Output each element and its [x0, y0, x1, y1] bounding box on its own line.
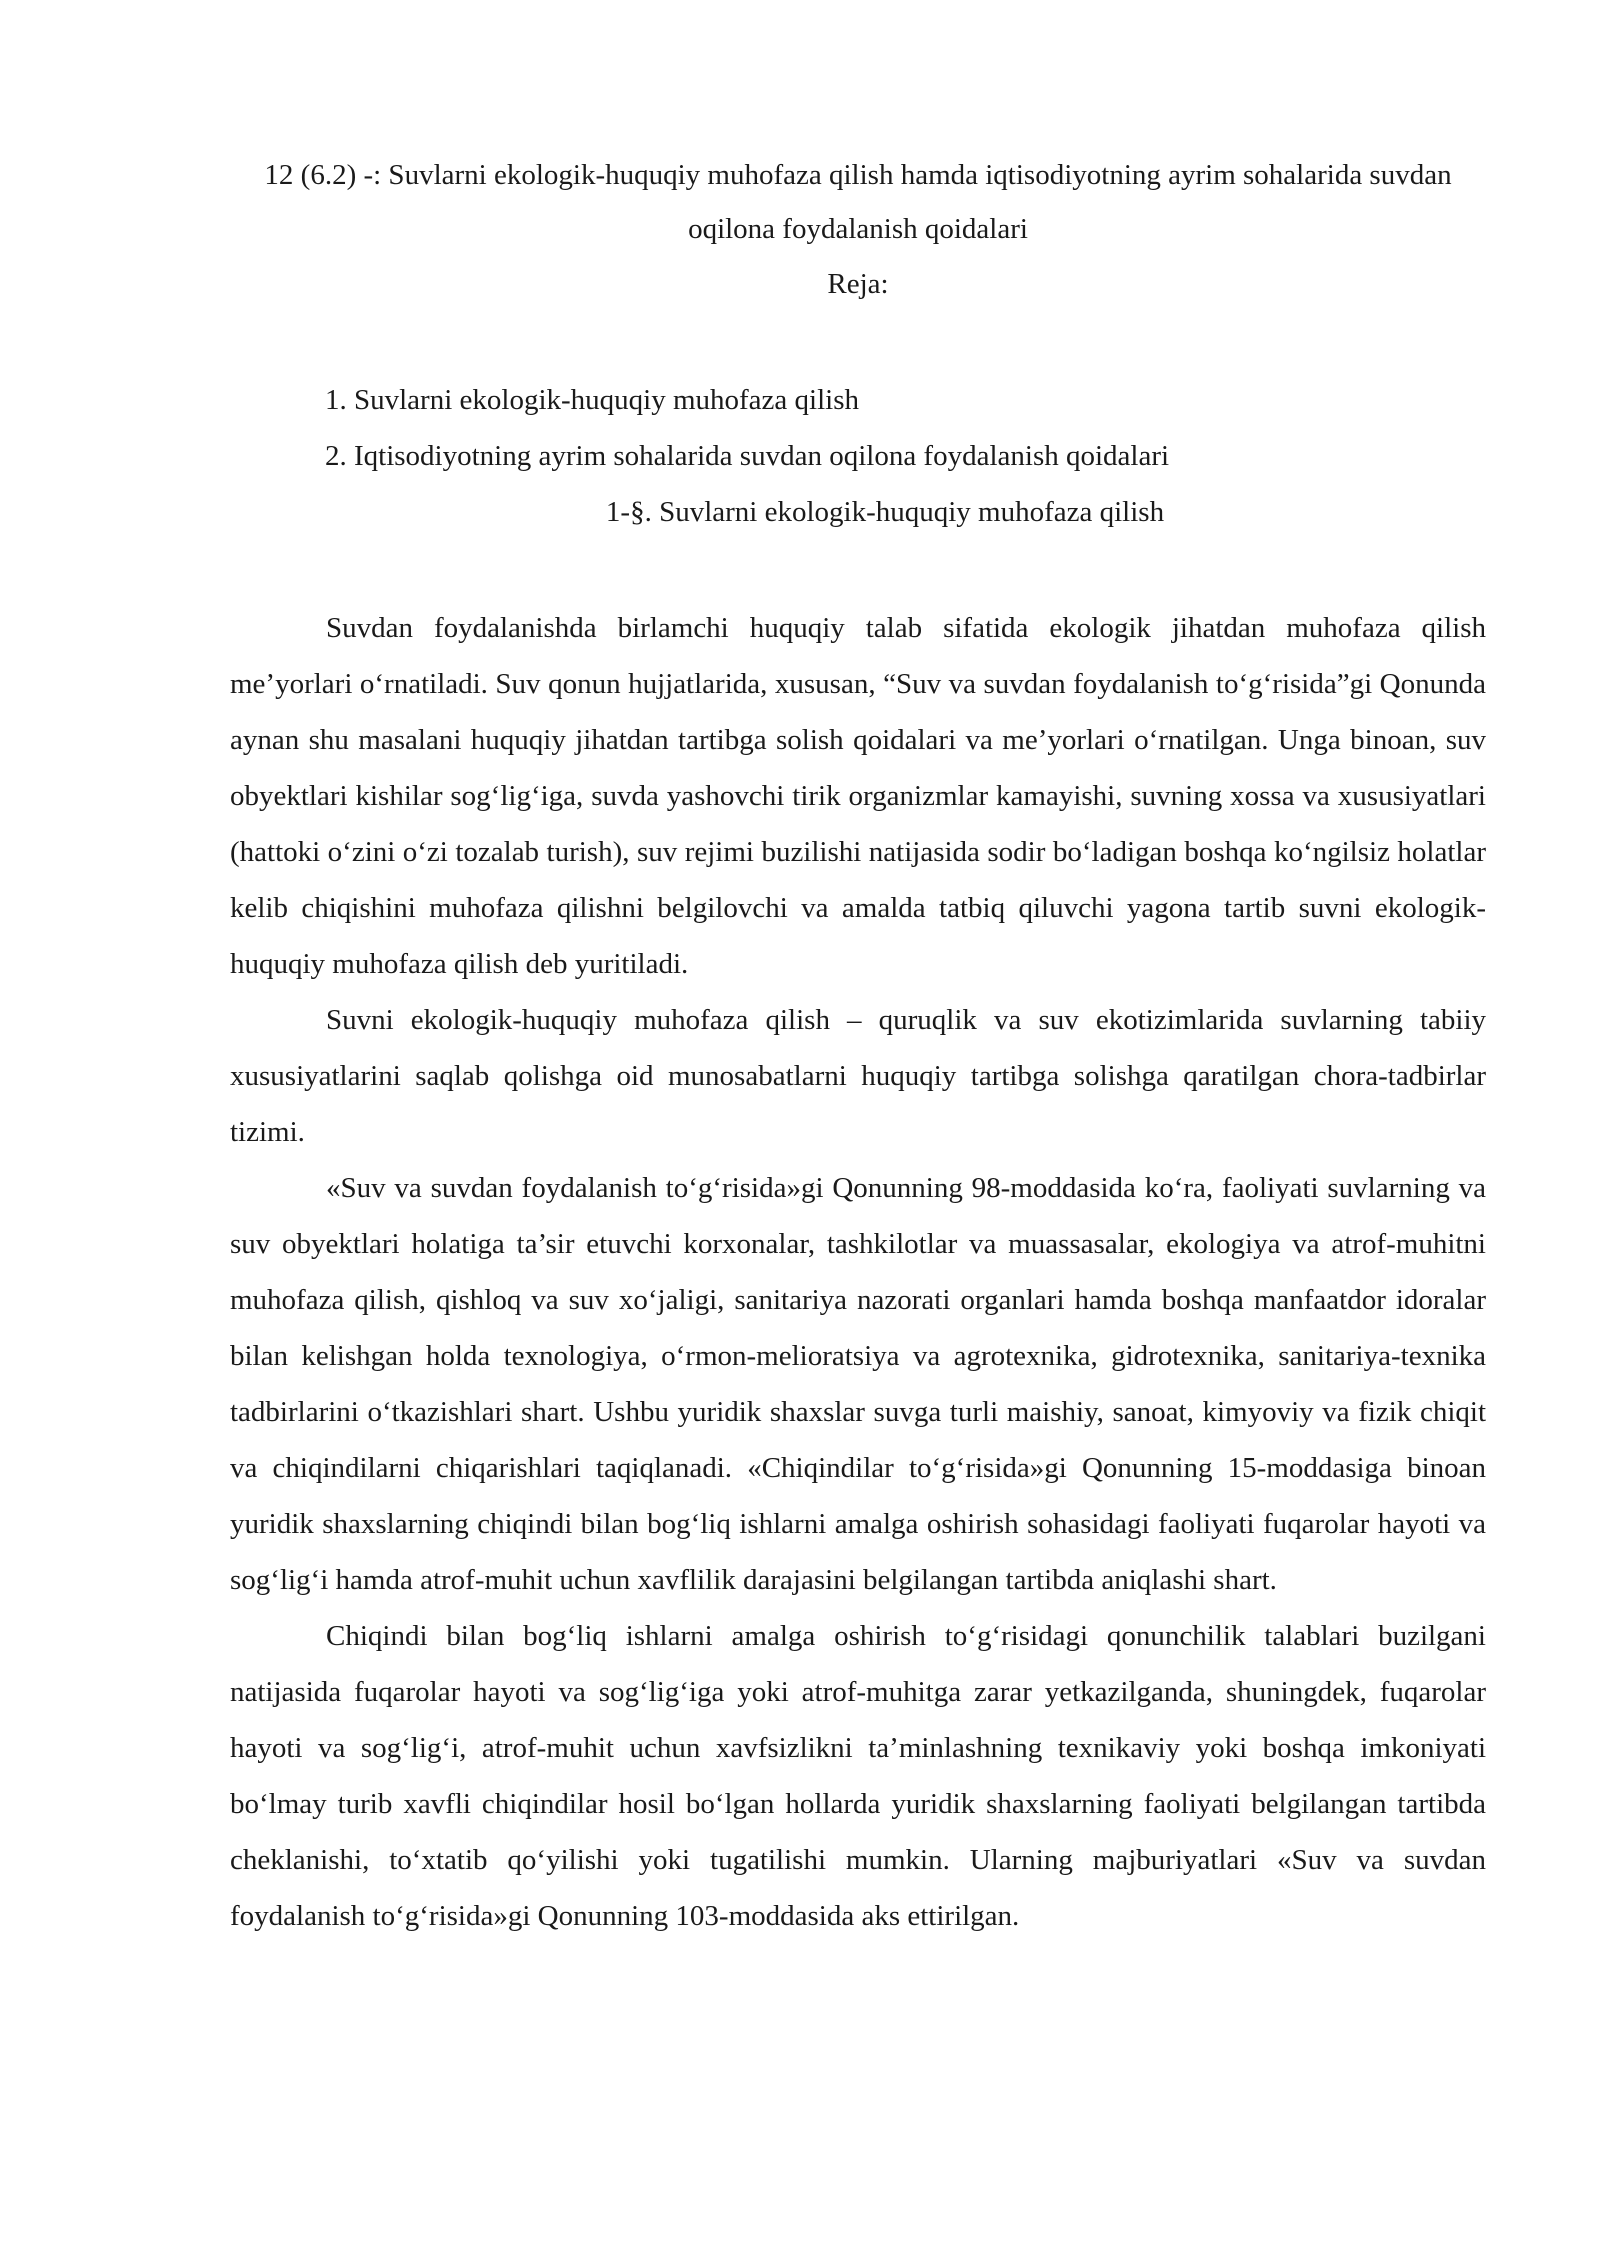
body-paragraph: «Suv va suvdan foydalanish to‘g‘risida»gi Qonunning 98-moddasida ko‘ra, faoliyati suvlarning va suv obyektlari holatiga ta’sir etuvchi korxonalar, tashkilotlar va muassasalar, ekologiya va atrof-muhitni muhofaza qilish, qishloq va suv xo‘jaligi, sanitariya nazorati organlari hamda boshqa manfaatdor idoralar bilan kelishgan holda texnologiya, o‘rmon-melioratsiya va agrotexnika, gidrotexnika, sanitariya-texnika tadbirlarini o‘tkazishlari shart. Ushbu yuridik shaxslar suvga turli maishiy, sanoat, kimyoviy va fizik chiqit va chiqindilarni chiqarishlari taqiqlanadi. «Chiqindilar to‘g‘risida»gi Qonunning 15-moddasiga binoan yuridik shaxslarning chiqindi bilan bog‘liq ishlarni amalga oshirish sohasidagi faoliyati fuqarolar hayoti va sog‘lig‘i hamda atrof-muhit uchun xavflilik darajasini belgilangan tartibda aniqlashi shart.: [230, 1172, 1486, 1596]
plan-list: [230, 372, 1486, 484]
plan-item: 2. Iqtisodiyotning ayrim sohalarida suvdan oqilona foydalanish qoidalari: [325, 440, 1170, 472]
document-title: 12 (6.2) -: Suvlarni ekologik-huquqiy muhofaza qilish hamda iqtisodiyotning ayrim sohalarida suvdan oqilona foydalanish qoidalari: [264, 159, 1452, 245]
plan-item: 1. Suvlarni ekologik-huquqiy muhofaza qilish: [325, 384, 860, 416]
document-page: [230, 148, 1486, 1944]
body-paragraph: Chiqindi bilan bog‘liq ishlarni amalga oshirish to‘g‘risidagi qonunchilik talablari buzilgani natijasida fuqarolar hayoti va sog‘lig‘iga yoki atrof-muhitga zarar yetkazilganda, shuningdek, fuqarolar hayoti va sog‘lig‘i, atrof-muhit uchun xavfsizlikni ta’minlashning texnikaviy yoki boshqa imkoniyati bo‘lmay turib xavfli chiqindilar hosil bo‘lgan hollarda yuridik shaxslarning faoliyati belgilangan tartibda cheklanishi, to‘xtatib qo‘yilishi yoki tugatilishi mumkin. Ularning majburiyatlari «Suv va suvdan foydalanish to‘g‘risida»gi Qonunning 103-moddasida aks ettirilgan.: [230, 1620, 1486, 1932]
body-paragraph: Suvni ekologik-huquqiy muhofaza qilish – quruqlik va suv ekotizimlarida suvlarning tabiiy xususiyatlarini saqlab qolishga oid munosabatlarni huquqiy tartibga solishga qaratilgan chora-tadbirlar tizimi.: [230, 1004, 1486, 1148]
section-heading: 1-§. Suvlarni ekologik-huquqiy muhofaza qilish: [605, 496, 1165, 528]
plan-label: Reja:: [827, 268, 889, 300]
body-paragraph: Suvdan foydalanishda birlamchi huquqiy talab sifatida ekologik jihatdan muhofaza qilish me’yorlari o‘rnatiladi. Suv qonun hujjatlarida, xususan, “Suv va suvdan foydalanish to‘g‘risida”gi Qonunda aynan shu masalani huquqiy jihatdan tartibga solish qoidalari va me’yorlari o‘rnatilgan. Unga binoan, suv obyektlari kishilar sog‘lig‘iga, suvda yashovchi tirik organizmlar kamayishi, suvning xossa va xususiyatlari (hattoki o‘zini o‘zi tozalab turish), suv rejimi buzilishi natijasida sodir bo‘ladigan boshqa ko‘ngilsiz holatlar kelib chiqishini muhofaza qilishni belgilovchi va amalda tatbiq qiluvchi yagona tartib suvni ekologik-huquqiy muhofaza qilish deb yuritiladi.: [230, 612, 1486, 980]
